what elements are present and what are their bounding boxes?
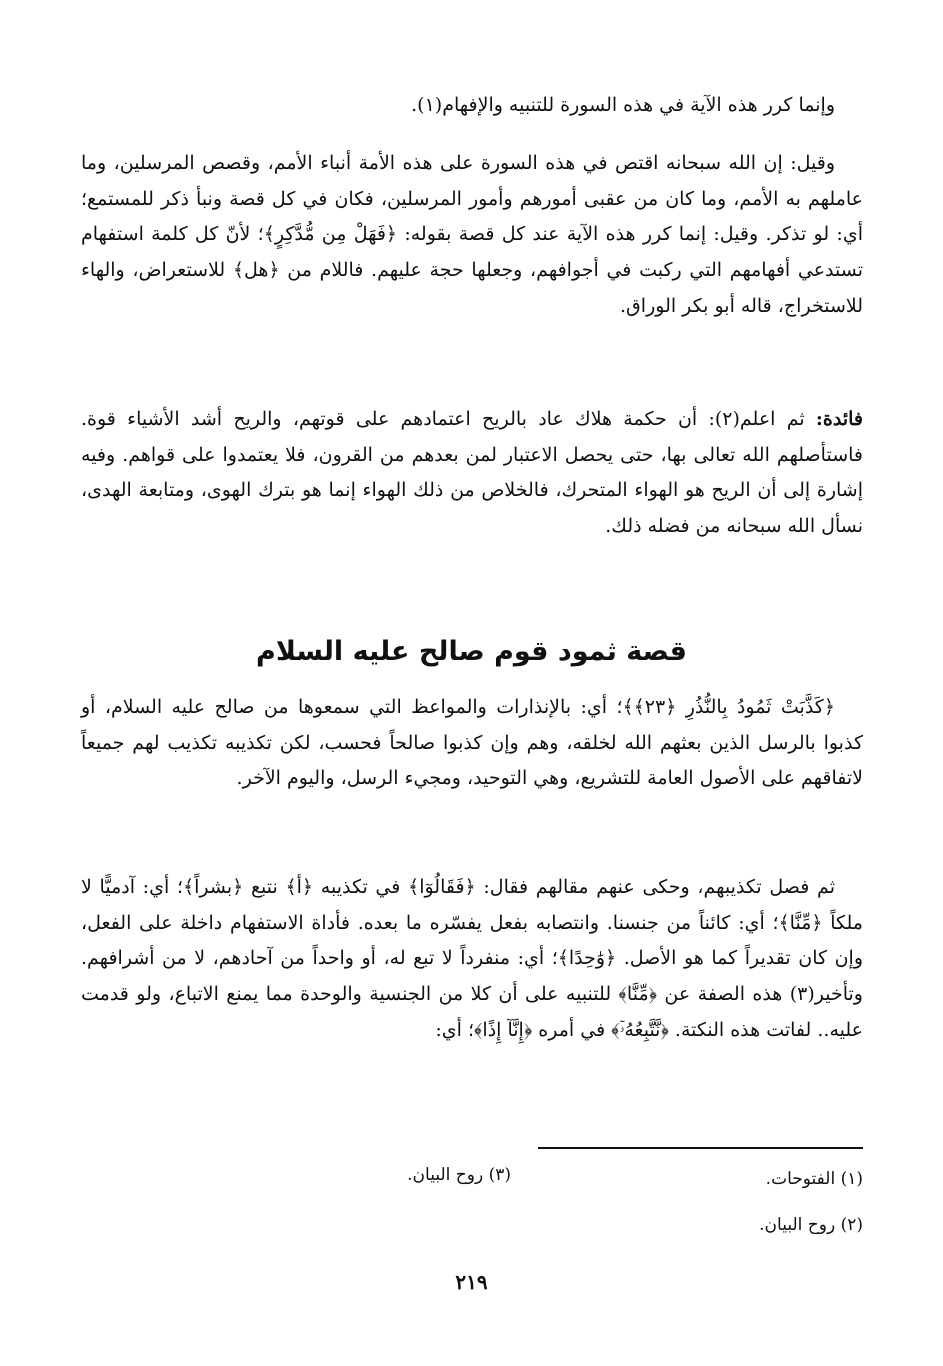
paragraph-faida [81,402,863,557]
paragraph-qila [81,146,863,337]
paragraph-text: وقيل: إن الله سبحانه اقتص في هذه السورة على هذه الأمة أنباء الأمم، وقصص المرسلين، وما عاملهم به الأمم، وما كان من عقبى أمورهم وأمور المرسلين، فكان في كل قصة ونبأ ذكر للمستمع؛ أي: لو تذكر. وقيل: إنما كرر هذه الآية عند كل قصة بقوله: ﴿فَهَلْ مِن مُّدَّكِرٍ﴾؛ لأنّ كل كلمة استفهام تستدعي أفهامهم التي ركبت في أجوافهم، وجعلها حجة عليهم. فاللام من ﴿هل﴾ للاستعراض، والهاء للاستخراج، قاله أبو بكر الوراق. [81,152,863,317]
footnote-divider [538,1147,863,1149]
paragraph-body [81,402,863,545]
section-heading: قصة ثمود قوم صالح عليه السلام [256,636,687,667]
paragraph-text: ثم فصل تكذيبهم، وحكى عنهم مقالهم فقال: ﴿فَقَالُوٓا﴾ في تكذيبه ﴿أ﴾ نتبع ﴿بشراً﴾؛ أي: آدميًّا لا ملكاً ﴿مِّنَّا﴾؛ أي: كائناً من جنسنا. وانتصابه بفعل يفسّره ما بعده. فأداة الاستفهام داخلة على الفعل، وإن كان تقديراً كما هو الأصل. ﴿وَٰحِدًا﴾؛ أي: منفرداً لا تبع له، أو واحداً من آحادهم، لا من أشرافهم. وتأخير(٣) هذه الصفة عن ﴿مِّنَّا﴾ للتنبيه على أن كلا من الجنسية والوحدة مما يمنع الاتباع، ولو قدمت عليه.. لفاتت هذه النكتة. ﴿نَّتَّبِعُهُۥٓ﴾ في أمره ﴿إِنَّآ إِذًا﴾؛ أي: [81,876,863,1041]
faida-label: فائدة: [815,408,863,430]
paragraph-text: ﴿كَذَّبَتْ ثَمُودُ بِالنُّذُرِ ﴿٢٣﴾﴾؛ أي: بالإنذارات والمواعظ التي سمعوها من صالح عليه السلام، أو كذبوا بالرسل الذين بعثهم الله لخلقه، وهم وإن كذبوا صالحاً فحسب، لكن تكذيبه تكذيب لهم جميعاً لاتفاقهم على الأصول العامة للتشريع، وهي التوحيد، ومجيء الرسل، واليوم الآخر. [81,696,863,790]
paragraph-tafsir-repetition [81,88,863,136]
paragraph-text: وإنما كرر هذه الآية في هذه السورة للتنبيه والإفهام(١). [411,94,835,116]
footnote-1: (١) الفتوحات. [765,1169,863,1189]
footnote-2: (٢) روح البيان. [759,1215,863,1235]
paragraph-thamud-speech [81,870,863,1061]
page-number: ٢١٩ [455,1270,488,1294]
paragraph-thamud-denial [81,690,863,809]
paragraph-text: ثم اعلم(٢): أن حكمة هلاك عاد بالريح اعتمادهم على قوتهم، والريح أشد الأشياء قوة. فاستأصلهم الله تعالى بها، حتى يحصل الاعتبار لمن بعدهم من القرون، فلا يعتمدوا على قواهم. وفيه إشارة إلى أن الريح هو الهواء المتحرك، فالخلاص من ذلك الهواء إنما هو بترك الهوى، ومتابعة الهدى، نسأل الله سبحانه من فضله ذلك. [81,408,863,538]
footnote-3: (٣) روح البيان. [407,1165,511,1185]
